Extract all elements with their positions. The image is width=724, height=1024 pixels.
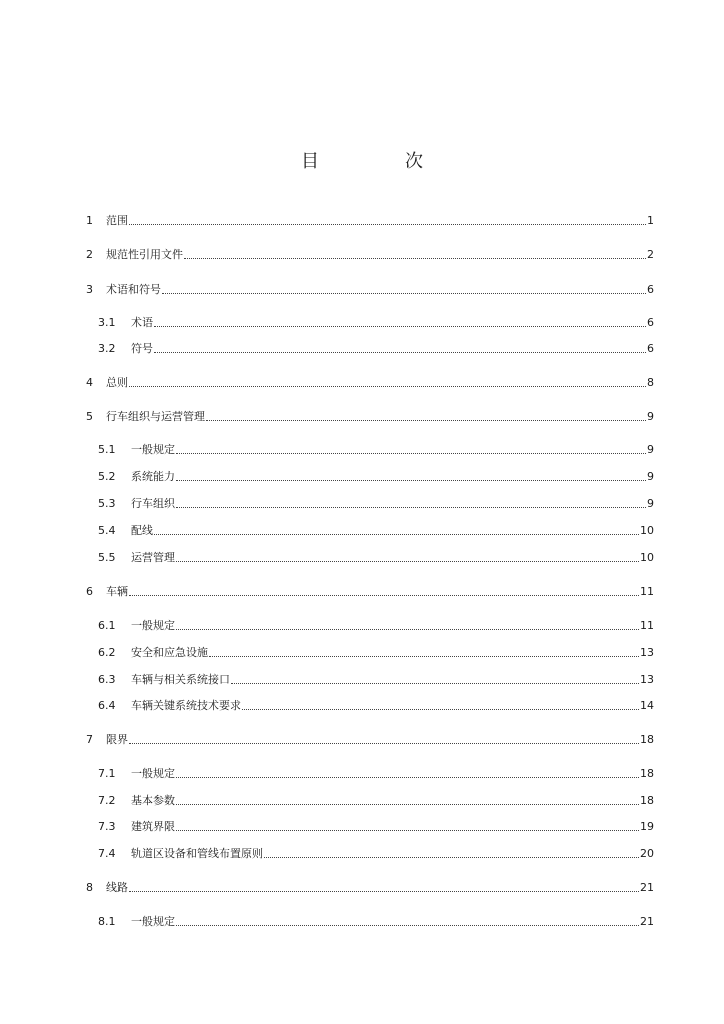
entry-number: 7.1	[98, 767, 116, 780]
dot-leader	[129, 743, 639, 744]
entry-number: 6.1	[98, 619, 116, 632]
toc-entry[interactable]	[98, 697, 654, 713]
entry-number: 5	[86, 410, 93, 423]
entry-page-number: 13	[640, 673, 654, 686]
entry-number: 5.1	[98, 443, 116, 456]
entry-label: 限界	[106, 733, 128, 746]
entry-label: 运营管理	[131, 551, 175, 564]
entry-page-number: 9	[647, 470, 654, 483]
entry-label: 安全和应急设施	[131, 646, 208, 659]
entry-number: 5.5	[98, 551, 116, 564]
dot-leader	[176, 480, 646, 481]
entry-page-number: 8	[647, 376, 654, 389]
entry-label: 行车组织	[131, 497, 175, 510]
dot-leader	[154, 352, 646, 353]
entry-page-number: 10	[640, 524, 654, 537]
entry-page-number: 1	[647, 214, 654, 227]
toc-entry[interactable]	[98, 671, 654, 687]
entry-number: 6	[86, 585, 93, 598]
entry-number: 7	[86, 733, 93, 746]
entry-number: 3	[86, 283, 93, 296]
entry-number: 6.2	[98, 646, 116, 659]
entry-label: 车辆关键系统技术要求	[131, 699, 241, 712]
entry-label: 系统能力	[131, 470, 175, 483]
dot-leader	[184, 258, 646, 259]
dot-leader	[176, 453, 646, 454]
dot-leader	[162, 293, 646, 294]
toc-entry[interactable]	[98, 765, 654, 781]
toc-entry[interactable]	[86, 374, 654, 390]
entry-label: 总则	[106, 376, 128, 389]
entry-page-number: 9	[647, 410, 654, 423]
toc-entry[interactable]	[98, 617, 654, 633]
entry-label: 范围	[106, 214, 128, 227]
entry-page-number: 18	[640, 767, 654, 780]
entry-number: 8.1	[98, 915, 116, 928]
entry-label: 行车组织与运营管理	[106, 410, 205, 423]
toc-entry[interactable]	[98, 522, 654, 538]
toc-entry[interactable]	[98, 792, 654, 808]
dot-leader	[154, 534, 639, 535]
entry-page-number: 20	[640, 847, 654, 860]
entry-page-number: 18	[640, 794, 654, 807]
entry-label: 一般规定	[131, 767, 175, 780]
entry-number: 3.1	[98, 316, 116, 329]
entry-page-number: 19	[640, 820, 654, 833]
entry-page-number: 11	[640, 619, 654, 632]
entry-page-number: 9	[647, 443, 654, 456]
entry-page-number: 2	[647, 248, 654, 261]
entry-number: 5.4	[98, 524, 116, 537]
entry-page-number: 21	[640, 881, 654, 894]
entry-number: 1	[86, 214, 93, 227]
dot-leader	[176, 925, 639, 926]
entry-label: 车辆	[106, 585, 128, 598]
entry-number: 2	[86, 248, 93, 261]
toc-entry[interactable]	[86, 408, 654, 424]
dot-leader	[129, 595, 639, 596]
toc-entry[interactable]	[98, 845, 654, 861]
toc-entry[interactable]	[98, 314, 654, 330]
entry-number: 8	[86, 881, 93, 894]
dot-leader	[176, 629, 639, 630]
toc-entry[interactable]	[86, 281, 654, 297]
toc-entry[interactable]	[86, 583, 654, 599]
entry-number: 6.3	[98, 673, 116, 686]
entry-number: 5.2	[98, 470, 116, 483]
toc-entry[interactable]	[98, 441, 654, 457]
entry-number: 3.2	[98, 342, 116, 355]
entry-page-number: 10	[640, 551, 654, 564]
entry-page-number: 14	[640, 699, 654, 712]
dot-leader	[129, 891, 639, 892]
entry-page-number: 21	[640, 915, 654, 928]
toc-entry[interactable]	[98, 495, 654, 511]
entry-label: 术语和符号	[106, 283, 161, 296]
dot-leader	[176, 830, 639, 831]
entry-number: 4	[86, 376, 93, 389]
dot-leader	[129, 224, 646, 225]
entry-number: 7.2	[98, 794, 116, 807]
toc-entry[interactable]	[98, 549, 654, 565]
entry-page-number: 13	[640, 646, 654, 659]
dot-leader	[176, 561, 639, 562]
entry-number: 7.3	[98, 820, 116, 833]
dot-leader	[209, 656, 639, 657]
entry-label: 规范性引用文件	[106, 248, 183, 261]
entry-label: 符号	[131, 342, 153, 355]
entry-page-number: 18	[640, 733, 654, 746]
entry-page-number: 6	[647, 342, 654, 355]
dot-leader	[206, 420, 646, 421]
entry-label: 轨道区设备和管线布置原则	[131, 847, 263, 860]
toc-entry[interactable]	[86, 731, 654, 747]
toc-entry[interactable]	[98, 913, 654, 929]
dot-leader	[176, 777, 639, 778]
toc-title: 目 次	[301, 151, 457, 172]
dot-leader	[242, 709, 639, 710]
entry-number: 7.4	[98, 847, 116, 860]
entry-label: 配线	[131, 524, 153, 537]
toc-entry[interactable]	[98, 468, 654, 484]
entry-label: 一般规定	[131, 443, 175, 456]
entry-page-number: 6	[647, 283, 654, 296]
entry-label: 建筑界限	[131, 820, 175, 833]
toc-entry[interactable]	[86, 212, 654, 228]
dot-leader	[176, 804, 639, 805]
dot-leader	[176, 507, 646, 508]
dot-leader	[129, 386, 646, 387]
entry-number: 5.3	[98, 497, 116, 510]
dot-leader	[264, 857, 639, 858]
entry-label: 一般规定	[131, 619, 175, 632]
toc-entry[interactable]	[98, 340, 654, 356]
entry-label: 一般规定	[131, 915, 175, 928]
toc-entry[interactable]	[98, 644, 654, 660]
toc-entry[interactable]	[86, 879, 654, 895]
entry-page-number: 9	[647, 497, 654, 510]
entry-page-number: 6	[647, 316, 654, 329]
toc-entry[interactable]	[86, 246, 654, 262]
entry-number: 6.4	[98, 699, 116, 712]
dot-leader	[231, 683, 639, 684]
entry-label: 基本参数	[131, 794, 175, 807]
dot-leader	[154, 326, 646, 327]
entry-label: 术语	[131, 316, 153, 329]
entry-page-number: 11	[640, 585, 654, 598]
entry-label: 线路	[106, 881, 128, 894]
entry-label: 车辆与相关系统接口	[131, 673, 230, 686]
toc-entry[interactable]	[98, 818, 654, 834]
